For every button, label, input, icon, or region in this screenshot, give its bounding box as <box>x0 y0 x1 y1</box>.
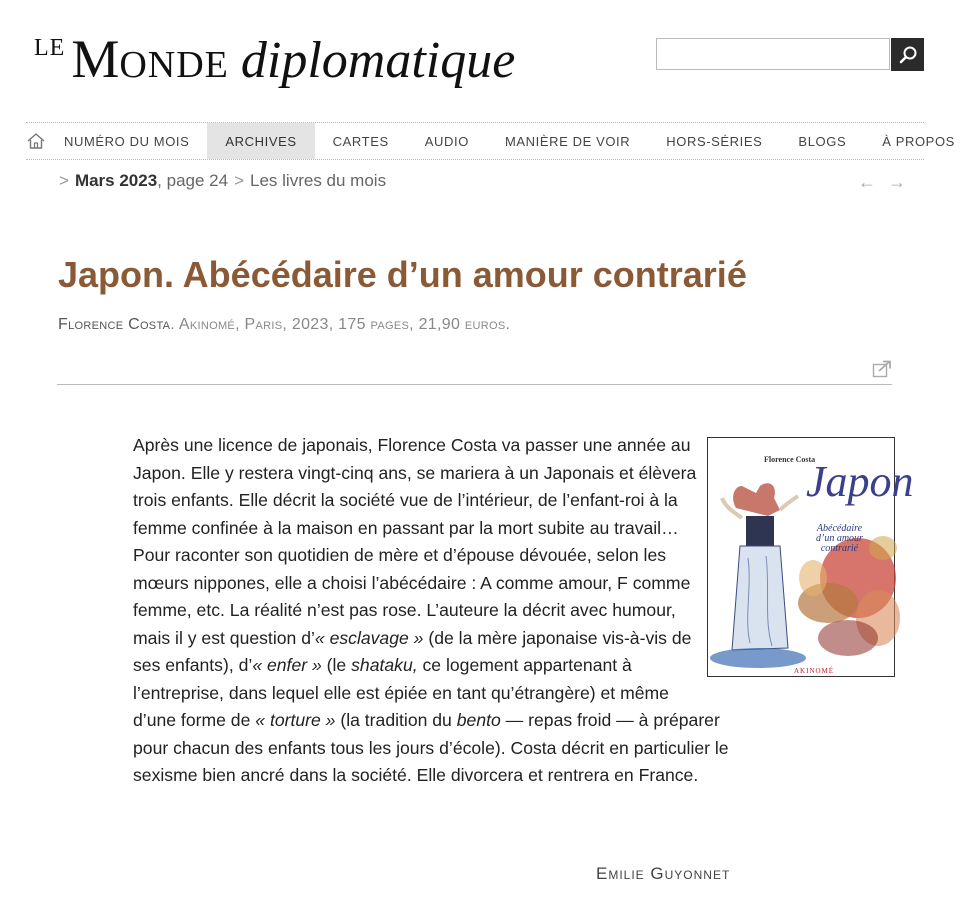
external-link-icon <box>872 360 892 378</box>
cover-subtitle-line: Abécédaire <box>816 523 863 534</box>
nav-audio[interactable]: AUDIO <box>424 133 469 149</box>
cover-subtitle-line: d’un amour <box>816 533 863 544</box>
breadcrumb-issue-link[interactable] <box>75 171 157 190</box>
article-body <box>133 432 914 790</box>
body-text-segment: ce logement appartenant à l’entreprise, dans lequel elle est épiée en tant qu’étrangère) et même d’une forme de <box>133 655 669 730</box>
next-article-arrow-icon[interactable]: → <box>888 172 906 192</box>
breadcrumb-page: , page 24 <box>157 171 229 190</box>
body-text-segment: (de la mère japonaise vis-à-vis de ses enfants), d’ <box>133 627 692 675</box>
logo-diplomatique: diplomatique <box>240 32 516 89</box>
body-text-segment: (la tradition du <box>335 710 457 730</box>
cover-publisher: AKINOMÉ <box>794 667 835 675</box>
search-button[interactable] <box>891 38 924 71</box>
article-title: Japon. Abécédaire d’un amour contrarié <box>58 254 747 295</box>
nav-blogs[interactable]: BLOGS <box>798 133 847 149</box>
logo-monde-rest: ONDE <box>119 44 229 86</box>
quote-enfer: « enfer » <box>252 655 322 675</box>
book-details: . Akinomé, Paris, 2023, 175 pages, 21,90 euros. <box>170 316 511 333</box>
nav-archives[interactable]: ARCHIVES <box>207 123 314 159</box>
nav-cartes[interactable]: CARTES <box>332 133 389 149</box>
search-icon <box>898 45 918 65</box>
cover-subtitle-line: contrarié <box>820 543 859 554</box>
nav-a-propos[interactable]: À PROPOS <box>882 133 955 149</box>
book-author: Florence Costa <box>58 316 171 333</box>
body-text-segment: Après une licence de japonais, Florence Costa va passer une année au Japon. Elle y restera vingt-cinq ans, se mariera à un Japonais et élèvera trois enfants. Elle décrit la société vue de l’intérieur, de l’enfant-roi à la femme confinée à la maison en passant par la mort subite au travail… Pour raconter son quotidien de mère et d’épouse dévouée, selon les mœurs nippones, elle a choisi l’abécédaire : A comme amour, F comme femme, etc. La réalité n’est pas rose. L’auteure la décrit avec humour, mais il y est question d’ <box>133 435 697 648</box>
book-cover-image <box>707 437 914 677</box>
breadcrumb <box>59 171 386 191</box>
logo-monde-initial: M <box>71 29 120 89</box>
book-byline <box>58 316 510 334</box>
home-icon <box>26 132 46 150</box>
logo-le: LE <box>34 35 66 61</box>
term-bento: bento <box>456 710 501 730</box>
term-shataku: shataku, <box>351 655 418 675</box>
site-logo[interactable] <box>34 28 515 90</box>
home-link[interactable] <box>26 123 46 159</box>
breadcrumb-issue: Mars 2023 <box>74 171 158 190</box>
article-pager <box>858 172 906 193</box>
quote-esclavage: « esclavage » <box>314 627 424 648</box>
cover-subtitle <box>816 524 863 554</box>
cover-author: Florence Costa <box>764 455 816 464</box>
cover-title: Japon <box>806 457 914 506</box>
article-signature: Emilie Guyonnet <box>596 864 731 883</box>
main-nav <box>26 122 955 160</box>
body-text-segment: — repas froid — à préparer pour chacun des enfants tous les jours d’école). Costa décrit en particulier le sexisme bien ancré dans la société. Elle divorcera et rentrera en France. <box>133 710 729 785</box>
title-divider <box>57 384 892 385</box>
nav-hors-series[interactable]: HORS-SÉRIES <box>666 133 763 149</box>
breadcrumb-separator: > <box>59 171 69 190</box>
body-text-segment: (le <box>321 655 352 675</box>
search-input[interactable] <box>656 38 890 70</box>
quote-torture: « torture » <box>255 710 336 730</box>
nav-numero-du-mois[interactable]: NUMÉRO DU MOIS <box>64 133 190 149</box>
previous-article-arrow-icon[interactable]: ← <box>858 172 876 192</box>
breadcrumb-separator: > <box>234 171 245 190</box>
nav-maniere-de-voir[interactable]: MANIÈRE DE VOIR <box>504 133 631 149</box>
breadcrumb-section-link[interactable]: Les livres du mois <box>250 171 387 190</box>
share-link[interactable] <box>872 360 892 383</box>
